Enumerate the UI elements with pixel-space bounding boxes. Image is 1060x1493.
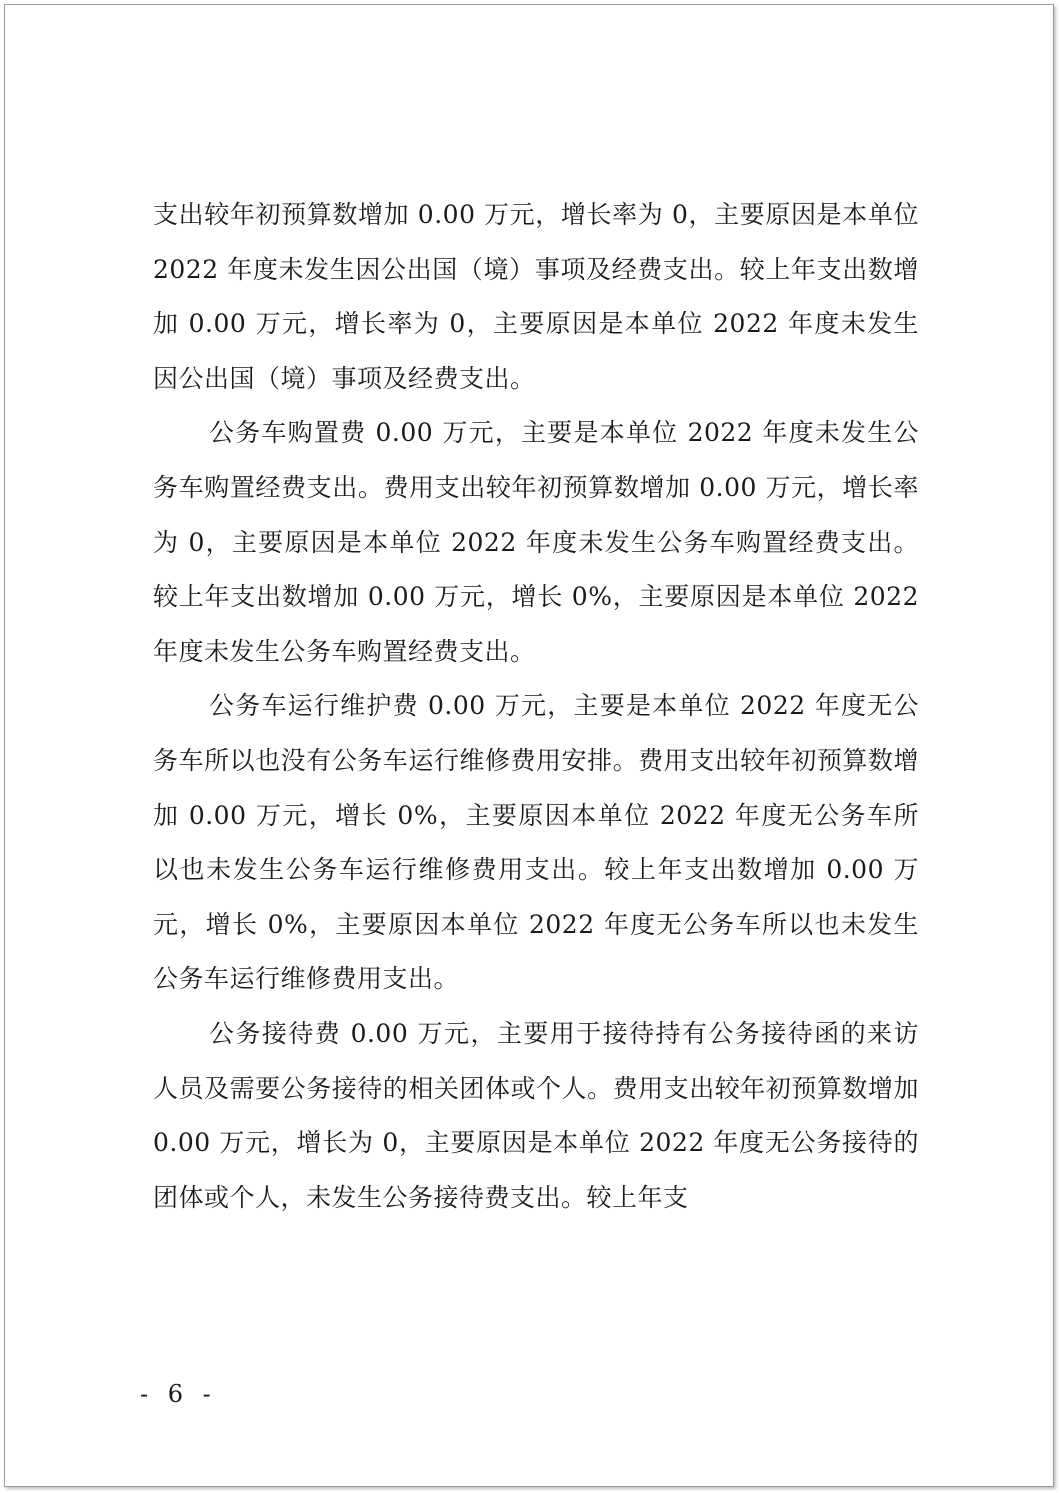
paragraph-vehicle-maintenance: 公务车运行维护费 0.00 万元，主要是本单位 2022 年度无公务车所以也没有公务车运行维修费用安排。费用支出较年初预算数增加 0.00 万元，增长 0%，主要原因本单位 2022 年度无公务车所以也未发生公务车运行维修费用支出。较上年支出数增加 0.00 万元，增长 0%，主要原因本单位 2022 年度无公务车所以也未发生公务车运行维修费用支出。 [153, 691, 919, 994]
paragraph-vehicle-purchase: 公务车购置费 0.00 万元，主要是本单位 2022 年度未发生公务车购置经费支出。费用支出较年初预算数增加 0.00 万元，增长率为 0，主要原因是本单位 2022 年度未发生公务车购置经费支出。较上年支出数增加 0.00 万元，增长 0%，主要原因是本单位 2022 年度未发生公务车购置经费支出。 [153, 418, 919, 666]
paragraph-official-reception: 公务接待费 0.00 万元，主要用于接待持有公务接待函的来访人员及需要公务接待的相关团体或个人。费用支出较年初预算数增加 0.00 万元，增长为 0，主要原因是本单位 2022 年度无公务接待的团体或个人，未发生公务接待费支出。较上年支 [153, 1018, 919, 1212]
body-text [153, 188, 919, 1225]
paragraph-continued-overseas-travel: 支出较年初预算数增加 0.00 万元，增长率为 0，主要原因是本单位 2022 年度未发生因公出国（境）事项及经费支出。较上年支出数增加 0.00 万元，增长率为 0，主要原因是本单位 2022 年度未发生因公出国（境）事项及经费支出。 [153, 200, 919, 393]
page-number: - 6 - [140, 1380, 217, 1408]
